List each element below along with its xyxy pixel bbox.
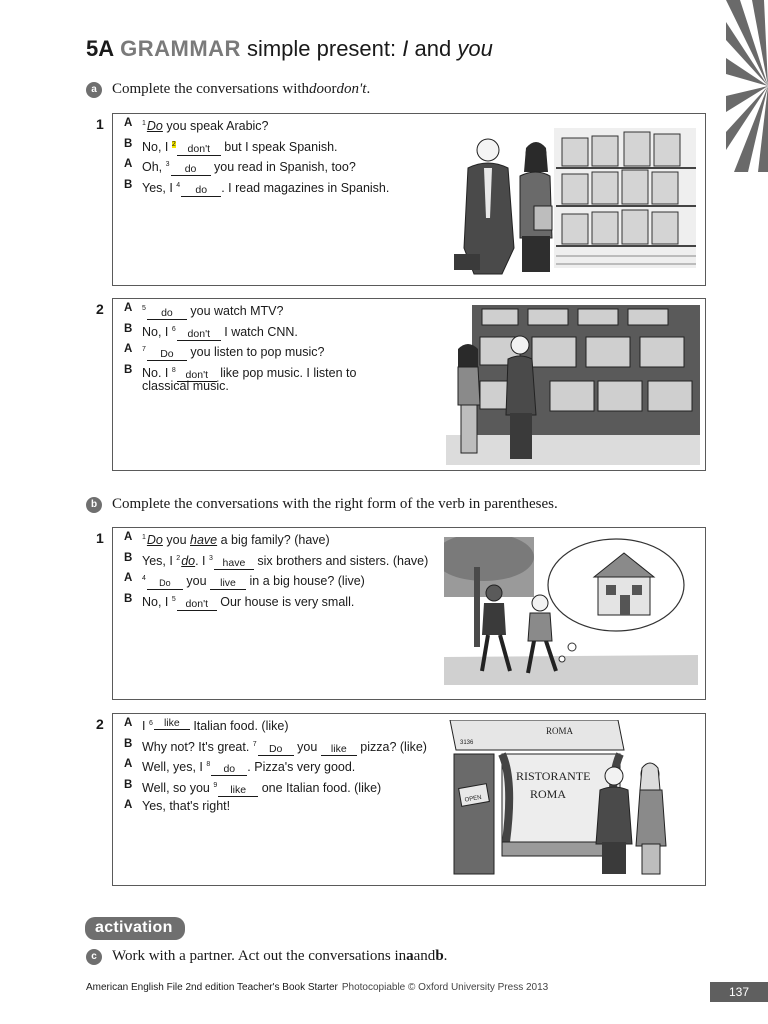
line-text: No, I <box>142 139 172 154</box>
speaker-label: A <box>124 158 133 170</box>
park-house-illustration <box>444 537 698 685</box>
conversation-a2 <box>124 301 356 398</box>
line-text: Italian food. (like) <box>189 719 289 734</box>
instruction-text: Work with a partner. Act out the conversations in <box>112 948 407 964</box>
example-answer: have <box>190 533 218 548</box>
unit-number: 5A <box>86 36 115 61</box>
answer-blank[interactable]: don't <box>177 327 221 341</box>
line-text: No. I <box>142 365 172 380</box>
example-answer: do <box>181 553 196 568</box>
instruction-text: Complete the conversations with the right form of the verb in parentheses. <box>112 496 558 512</box>
dialogue-line <box>124 592 428 613</box>
line-text: Well, so you <box>142 780 214 795</box>
speaker-label: B <box>124 322 133 335</box>
answer-blank[interactable]: don't <box>177 597 217 611</box>
dialogue-line <box>124 716 427 737</box>
answer-blank[interactable]: do <box>147 306 187 320</box>
item-number: 7 <box>142 346 146 353</box>
sunburst-decoration <box>726 0 768 172</box>
restaurant-illustration <box>446 720 700 878</box>
instruction-text: Complete the conversations with <box>112 81 310 97</box>
address-number: 3136 <box>460 740 474 746</box>
exercise-c-badge: c <box>86 949 102 965</box>
item-number: 5 <box>171 595 176 603</box>
dialogue-line <box>124 178 389 199</box>
dialogue-line <box>124 157 389 178</box>
instruction-period: . <box>366 81 371 97</box>
answer-blank[interactable]: do <box>181 183 221 197</box>
line-text: Our house is very small. <box>216 594 355 609</box>
item-number: 6 <box>148 720 153 727</box>
item-number: 3 <box>209 554 213 562</box>
conversation-number: 1 <box>96 530 104 546</box>
answer-blank[interactable]: like <box>218 783 258 797</box>
conversation-number: 2 <box>96 301 104 317</box>
conversation-number: 1 <box>96 116 104 132</box>
page-title <box>86 36 493 62</box>
speaker-label: A <box>124 343 133 355</box>
instruction-dont: don't <box>336 81 367 97</box>
answer-blank[interactable]: have <box>214 556 254 570</box>
topic-text: simple present: <box>246 36 403 61</box>
answer-blank[interactable]: Do <box>147 347 187 361</box>
conversation-number: 2 <box>96 716 104 732</box>
dialogue-line <box>124 342 356 363</box>
answer-blank[interactable]: don't <box>177 368 217 382</box>
answer-blank[interactable]: Do <box>147 576 183 590</box>
item-number: 4 <box>176 181 181 189</box>
answer-blank[interactable]: Do <box>258 742 294 756</box>
newsstand-illustration <box>444 128 696 278</box>
speaker-label: A <box>124 717 133 729</box>
line-text: Well, yes, I <box>142 760 207 775</box>
dialogue-line <box>124 530 428 551</box>
tv-store-illustration <box>446 305 700 465</box>
dialogue-line <box>124 137 389 158</box>
line-text: Yes, that's right! <box>142 799 231 813</box>
line-text: six brothers and sisters. (have) <box>253 553 429 568</box>
dialogue-line <box>124 757 427 778</box>
answer-blank[interactable]: do <box>211 762 247 776</box>
instruction-and: and <box>413 948 436 964</box>
open-sign-text: OPEN <box>464 794 483 804</box>
line-text: No, I <box>142 324 172 339</box>
dialogue-line <box>124 551 428 572</box>
exercise-a-instruction <box>86 81 370 98</box>
line-text: you speak Arabic? <box>162 119 269 134</box>
line-text: I <box>142 719 149 734</box>
item-number: 8 <box>206 761 211 768</box>
speaker-label: A <box>124 302 133 314</box>
line-text: you <box>182 574 211 589</box>
dialogue-line <box>124 737 427 758</box>
item-number: 8 <box>171 366 176 374</box>
speaker-label: B <box>124 551 133 564</box>
conversation-b1 <box>124 530 428 612</box>
dialogue-line <box>124 322 356 343</box>
activation-label: activation <box>85 917 185 940</box>
dialogue-line <box>124 571 428 592</box>
speaker-label: B <box>124 778 133 791</box>
item-number: 9 <box>213 781 218 789</box>
speaker-label: B <box>124 178 133 191</box>
answer-blank[interactable]: live <box>210 576 246 590</box>
exercise-c-instruction <box>86 948 447 965</box>
line-text: Yes, I <box>142 553 177 568</box>
speaker-label: A <box>124 758 133 770</box>
dialogue-line <box>124 363 357 381</box>
line-text: you watch MTV? <box>186 304 284 319</box>
line-text: I watch CNN. <box>220 324 298 339</box>
instruction-or: or <box>324 81 337 97</box>
exercise-a-badge: a <box>86 82 102 98</box>
dialogue-line <box>124 301 356 322</box>
line-text: one Italian food. (like) <box>258 780 382 795</box>
line-text: you read in Spanish, too? <box>210 160 356 175</box>
page-number: 137 <box>710 982 768 1002</box>
item-number: 4 <box>142 575 146 582</box>
line-text: . I read magazines in Spanish. <box>221 180 390 195</box>
speaker-label: A <box>124 117 133 129</box>
dialogue-line <box>124 798 427 819</box>
line-text: No, I <box>142 594 172 609</box>
restaurant-sign-line2: ROMA <box>530 787 567 801</box>
answer-blank[interactable]: do <box>171 162 211 176</box>
line-text: . I <box>195 553 210 568</box>
instruction-b: b <box>435 948 444 964</box>
answer-blank[interactable]: like <box>321 742 357 756</box>
footer-copyright: Photocopiable © Oxford University Press 2013 <box>341 982 549 993</box>
speaker-label: A <box>124 531 133 543</box>
instruction-do: do <box>309 81 325 97</box>
item-number: 1 <box>142 534 146 541</box>
answer-blank[interactable]: don't <box>177 142 221 156</box>
conversation-a1 <box>124 116 389 198</box>
line-text: like pop music. I listen to <box>216 365 357 380</box>
line-text: you <box>293 739 321 754</box>
item-number: 2 <box>176 554 181 562</box>
line-text: classical music. <box>142 378 229 393</box>
speaker-label: A <box>124 799 133 811</box>
topic-and: and <box>414 36 452 61</box>
line-text: but I speak Spanish. <box>220 139 338 154</box>
line-text: Oh, <box>142 160 166 175</box>
item-number: 3 <box>165 161 170 168</box>
dialogue-line <box>124 778 427 799</box>
line-text: you <box>162 533 190 548</box>
footer <box>86 982 548 993</box>
line-text: a big family? (have) <box>217 533 330 548</box>
exercise-b-badge: b <box>86 497 102 513</box>
restaurant-sign-line1: RISTORANTE <box>516 769 591 783</box>
topic-i: I <box>402 36 409 61</box>
item-number: 6 <box>171 325 176 333</box>
speaker-label: B <box>124 137 133 150</box>
speaker-label: B <box>124 592 133 605</box>
answer-blank[interactable]: like <box>154 716 190 730</box>
instruction-period: . <box>443 948 448 964</box>
instruction-a: a <box>406 948 414 964</box>
item-number: 2 <box>171 140 176 148</box>
line-text: you listen to pop music? <box>186 345 325 360</box>
footer-credit: American English File 2nd edition Teacher's Book Starter <box>86 982 338 993</box>
line-text: Yes, I <box>142 180 177 195</box>
section-label: GRAMMAR <box>120 36 241 61</box>
speaker-label: A <box>124 572 133 584</box>
topic-you: you <box>457 36 493 61</box>
speaker-label: B <box>124 363 133 376</box>
example-answer: Do <box>146 119 163 134</box>
line-text: . Pizza's very good. <box>247 760 356 775</box>
speaker-label: B <box>124 737 133 750</box>
line-text: Why not? It's great. <box>142 739 253 754</box>
dialogue-line <box>124 116 389 137</box>
item-number: 5 <box>142 305 146 312</box>
line-text: in a big house? (live) <box>246 574 365 589</box>
conversation-b2 <box>124 716 427 819</box>
example-answer: Do <box>146 533 163 548</box>
restaurant-awning-text: ROMA <box>546 726 574 736</box>
item-number: 1 <box>142 120 146 127</box>
line-text: pizza? (like) <box>356 739 427 754</box>
exercise-b-instruction <box>86 496 558 513</box>
item-number: 7 <box>252 740 257 748</box>
